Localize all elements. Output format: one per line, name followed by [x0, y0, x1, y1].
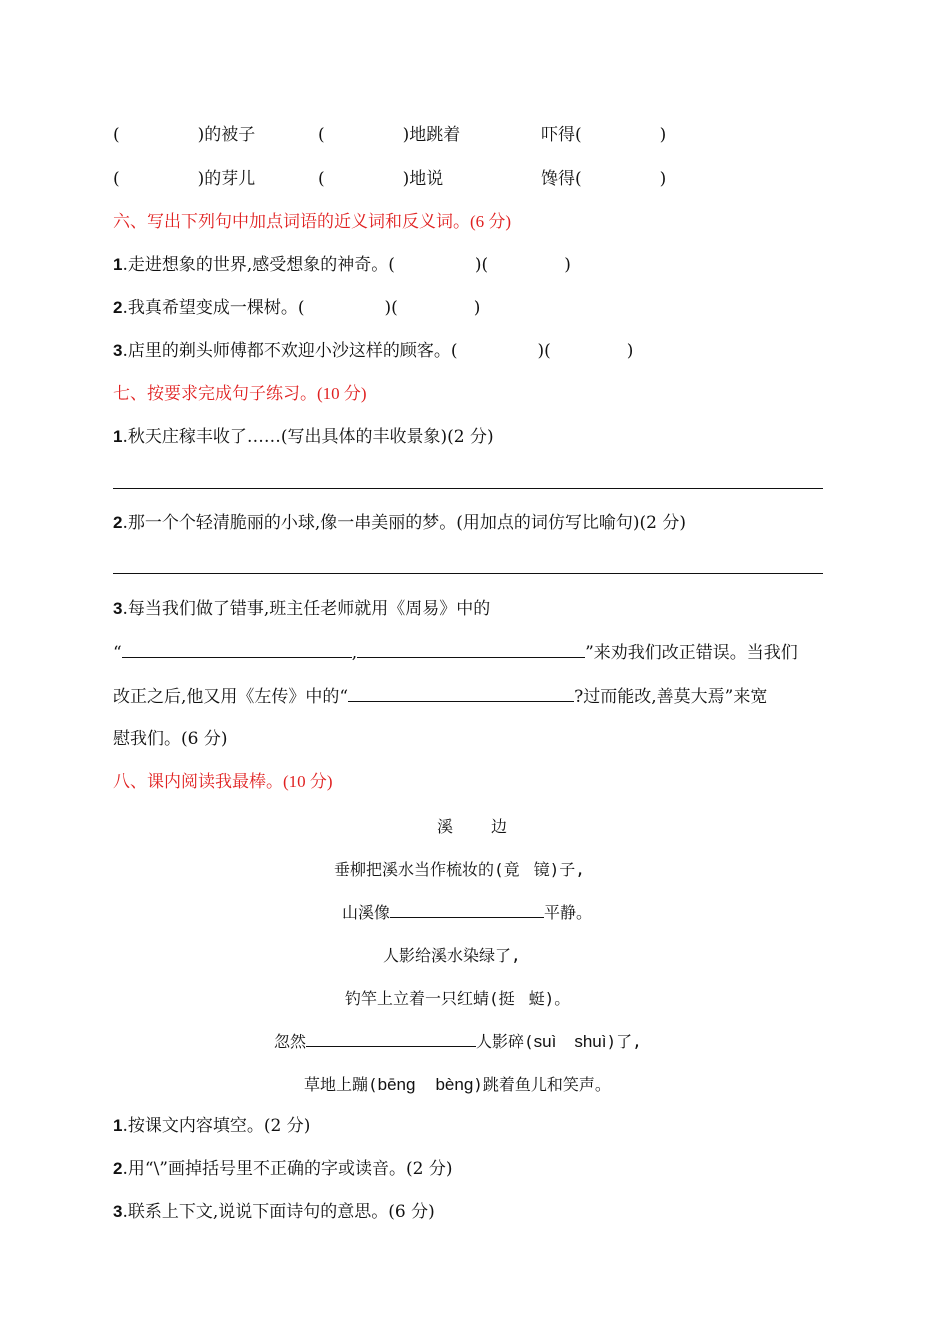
poem-title: 溪 边 [437, 817, 508, 836]
s7-q3-line2: “ , ”来劝我们改正错误。当我们 [113, 643, 798, 663]
s7-q3-line3: 改正之后,他又用《左传》中的“ ?过而能改,善莫大焉”来宽 [113, 687, 768, 707]
poem-line-5: 忽然 人影碎(suì shuì)了, [274, 1032, 642, 1051]
fill-row-1: ( )的被子 [113, 125, 256, 145]
blank-zhouyi-2[interactable] [357, 641, 585, 658]
section-6-heading: 六、写出下列句中加点词语的近义词和反义词。(6 分) [113, 212, 512, 232]
s7-q2: 2.那一个个轻清脆丽的小球,像一串美丽的梦。(用加点的词仿写比喻句)(2 分) [113, 513, 687, 533]
answer-line-1[interactable] [113, 488, 823, 489]
poem-line-4: 钓竿上立着一只红蜻(挺 蜓)。 [345, 989, 571, 1008]
answer-line-2[interactable] [113, 573, 823, 574]
poem-line-1: 垂柳把溪水当作梳妆的(竟 镜)子, [334, 860, 585, 879]
s8-q3: 3.联系上下文,说说下面诗句的意思。(6 分) [113, 1202, 435, 1222]
blank-poem-2[interactable] [306, 1030, 476, 1047]
s6-item-2: 2.我真希望变成一棵树。( )( ) [113, 298, 481, 318]
section-7-heading: 七、按要求完成句子练习。(10 分) [113, 384, 367, 404]
s6-item-1: 1.走进想象的世界,感受想象的神奇。( )( ) [113, 255, 571, 275]
fill-row-1-c: 吓得( ) [541, 125, 667, 145]
s7-q3-line1: 3.每当我们做了错事,班主任老师就用《周易》中的 [113, 599, 491, 619]
s8-q1: 1.按课文内容填空。(2 分) [113, 1116, 311, 1136]
blank-zhouyi-1[interactable] [122, 641, 352, 658]
s7-q1: 1.秋天庄稼丰收了……(写出具体的丰收景象)(2 分) [113, 427, 494, 447]
s8-q2: 2.用“\”画掉括号里不正确的字或读音。(2 分) [113, 1159, 453, 1179]
blank-zuozhuan[interactable] [348, 685, 574, 702]
blank-poem-1[interactable] [390, 901, 544, 918]
fill-row-1-b: ( )地跳着 [318, 125, 461, 145]
poem-line-6: 草地上蹦(bēng bèng)跳着鱼儿和笑声。 [304, 1075, 611, 1094]
fill-row-2-b: ( )地说 [318, 169, 444, 189]
poem-line-3: 人影给溪水染绿了, [383, 946, 521, 965]
section-8-heading: 八、课内阅读我最棒。(10 分) [113, 772, 333, 792]
fill-row-2-c: 馋得( ) [541, 169, 667, 189]
poem-line-2: 山溪像 平静。 [342, 903, 593, 922]
fill-row-2: ( )的芽儿 [113, 169, 256, 189]
s7-q3-line4: 慰我们。(6 分) [113, 729, 228, 749]
s6-item-3: 3.店里的剃头师傅都不欢迎小沙这样的顾客。( )( ) [113, 341, 634, 361]
